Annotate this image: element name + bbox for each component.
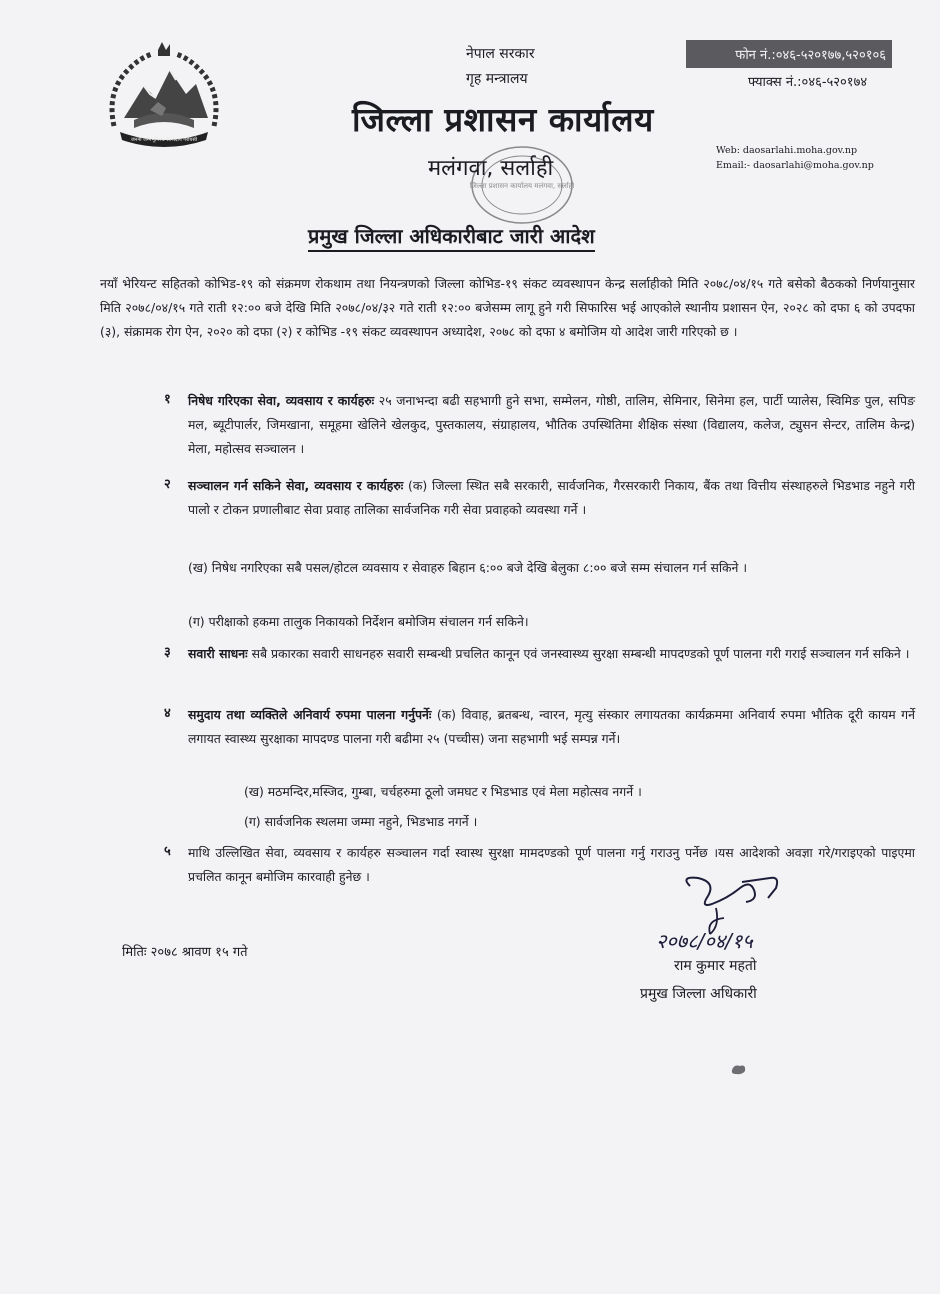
notice-subject: प्रमुख जिल्ला अधिकारीबाट जारी आदेश <box>308 222 595 252</box>
officer-name: राम कुमार महतो <box>674 958 757 974</box>
officer-title: प्रमुख जिल्ला अधिकारी <box>640 986 757 1002</box>
handwritten-signature <box>650 868 840 958</box>
item-heading: सञ्चालन गर्न सकिने सेवा, व्यवसाय र कार्यहरुः <box>188 478 404 493</box>
item-text: २५ जनाभन्दा बढी सहभागी हुने सभा, सम्मेलन, गोष्ठी, तालिम, सेमिनार, सिनेमा हल, पार्टी प्यालेस, स्विमिङ पुल, सपिङ मल, ब्यूटीपार्लर, जिमखाना, समूहमा खेलिने खेलकुद, पुस्तकालय, संग्राहालय, भौतिक उपस्थितिमा शैक्षिक संस्था (विद्यालय, कलेज, ट्युसन सेन्टर, तालिम केन्द्र) मेला, महोत्सव सञ्चालन । <box>188 393 915 456</box>
issue-date: मितिः २०७८ श्रावण १५ गते <box>122 945 248 960</box>
item-subclause: (ख) निषेध नगरिएका सबै पसल/होटल व्यवसाय र सेवाहरु बिहान ६:०० बजे देखि बेलुका ८:०० बजे सम्म संचालन गर्न सकिने । <box>188 560 748 575</box>
item-paragraph <box>188 703 915 751</box>
item-subclause: (ग) सार्वजनिक स्थलमा जम्मा नहुने, भिडभाड नगर्ने । <box>244 814 478 829</box>
item-paragraph <box>188 642 915 666</box>
emblem-motto: जननी जन्मभूमिश्च स्वर्गादपि गरीयसी <box>130 137 198 143</box>
ink-smudge <box>730 1062 748 1076</box>
item-text: सबै प्रकारका सवारी साधनहरु सवारी सम्बन्धी प्रचलित कानून एवं जनस्वास्थ्य सुरक्षा सम्बन्धी मापदण्डको पूर्ण पालना गरी गराई सञ्चालन गर्न सकिने । <box>247 646 910 661</box>
phone-banner <box>686 40 892 68</box>
ministry-name: गृह मन्त्रालय <box>466 71 528 87</box>
office-location: मलंगवा, सर्लाही <box>428 156 554 181</box>
item-heading: निषेध गरिएका सेवा, व्यवसाय र कार्यहरुः <box>188 393 375 408</box>
contact-web-block <box>716 143 874 173</box>
item-number: ३ <box>164 645 171 660</box>
item-number: १ <box>164 392 171 407</box>
item-number: २ <box>164 477 171 492</box>
item-subclause: (ख) मठमन्दिर,मस्जिद, गुम्बा, चर्चहरुमा ठूलो जमघट र भिडभाड एवं मेला महोत्सव नगर्ने । <box>244 784 642 799</box>
item-heading: सवारी साधनः <box>188 646 248 661</box>
office-stamp <box>470 144 574 226</box>
item-paragraph <box>188 389 915 460</box>
website-link[interactable]: Web: daosarlahi.moha.gov.np <box>716 145 858 156</box>
phone-number: फोन नं.:०४६-५२०१७७,५२०१०६ <box>735 48 886 63</box>
item-text: (क) विवाह, ब्रतबन्ध, न्वारन, मृत्यु संस्कार लगायतका कार्यक्रममा अनिवार्य रुपमा भौतिक दूरी कायम गर्ने लगायत स्वास्थ्य सुरक्षाका मापदण्ड पालना गरी बढीमा २५ (पच्चीस) जना सहभागी भई सम्पन्न गर्ने। <box>188 707 915 746</box>
item-number: ४ <box>164 706 171 721</box>
ministry-block <box>466 42 535 92</box>
nepal-government-emblem <box>100 40 228 152</box>
stamp-text: जिल्ला प्रशासन कार्यालय मलंगवा, सर्लाही <box>470 182 574 190</box>
signature-date: २०७८/०४/१५ <box>656 929 753 953</box>
intro-paragraph: नयाँ भेरियन्ट सहितको कोभिड-१९ को संक्रमण रोकथाम तथा नियन्त्रणको जिल्ला कोभिड-१९ संकट व्यवस्थापन केन्द्र सर्लाहीको मिति २०७८/०४/१५ गते बसेको बैठकको निर्णयानुसार मिति २०७८/०४/१५ गते राती १२:०० बजे देखि मिति २०७८/०४/३२ गते राती १२:०० बजेसम्म लागू हुने गरी सिफारिस भई आएकोले स्थानीय प्रशासन ऐन, २०२८ को दफा ६ को उपदफा (३), संक्रामक रोग ऐन, २०२० को दफा (२) र कोभिड -१९ संकट व्यवस्थापन अध्यादेश, २०७८ को दफा ४ बमोजिम यो आदेश जारी गरिएको छ । <box>100 276 915 339</box>
fax-number: फ्याक्स नं.:०४६-५२०१७४ <box>748 75 868 90</box>
email-link[interactable]: Email:- daosarlahi@moha.gov.np <box>716 160 874 171</box>
item-paragraph: माथि उल्लिखित सेवा, व्यवसाय र कार्यहरु सञ्चालन गर्दा स्वास्थ सुरक्षा मामदण्डको पूर्ण पालना गर्नु गराउनु पर्नेछ ।यस आदेशको अवज्ञा गरे/गराइएको पाइएमा प्रचलित कानून बमोजिम कारवाही हुनेछ । <box>188 845 915 884</box>
office-title: जिल्ला प्रशासन कार्यालय <box>352 100 654 139</box>
item-heading: समुदाय तथा व्यक्तिले अनिवार्य रुपमा पालना गर्नुपर्नेः <box>188 707 432 722</box>
item-subclause: (ग) परीक्षाको हकमा तालुक निकायको निर्देशन बमोजिम संचालन गर्न सकिने। <box>188 614 529 629</box>
government-name: नेपाल सरकार <box>466 46 535 62</box>
item-paragraph <box>188 474 915 522</box>
item-text: (क) जिल्ला स्थित सबै सरकारी, सार्वजनिक, गैरसरकारी निकाय, बैंक तथा वित्तीय संस्थाहरुले भिडभाड नहुने गरी पालो र टोकन प्रणालीबाट सेवा प्रवाह तालिका सार्वजनिक गरी सेवा प्रवाहको व्यवस्था गर्ने । <box>188 478 915 517</box>
item-number: ५ <box>164 844 171 859</box>
